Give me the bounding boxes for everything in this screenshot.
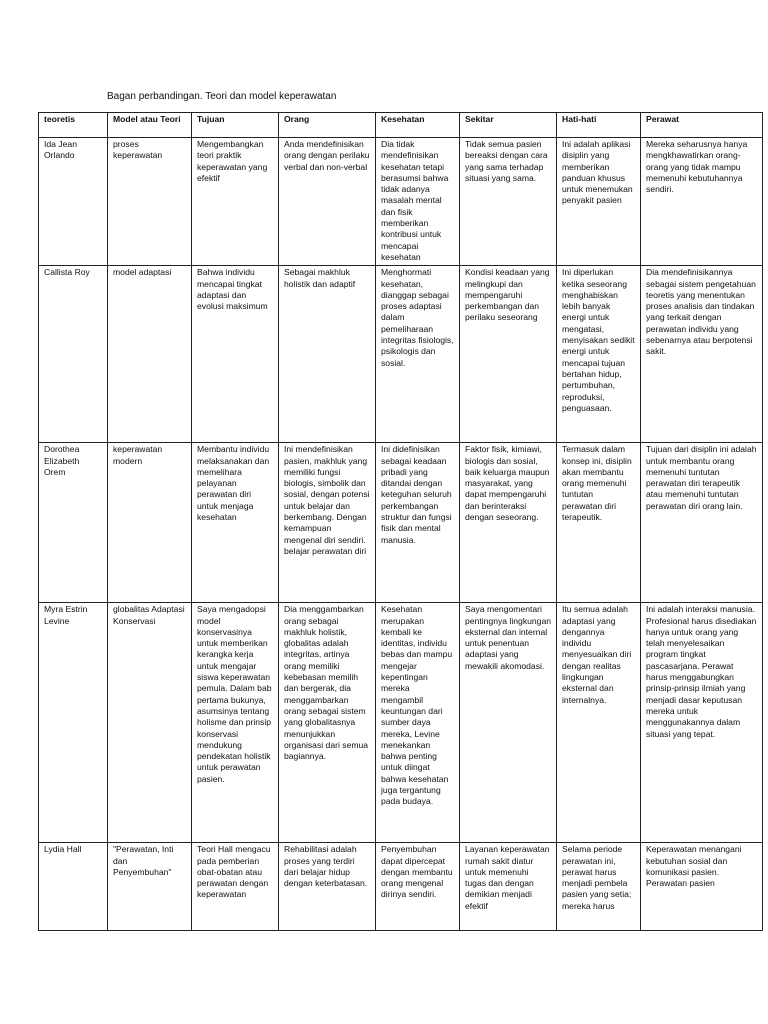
cell-care: Ini adalah aplikasi disiplin yang memberikan panduan khusus untuk menemukan penyakit pasien (557, 138, 641, 266)
cell-health: Menghormati kesehatan, dianggap sebagai proses adaptasi dalam pemeliharaan integritas fisiologis, psikologis dan sosial. (376, 266, 460, 443)
cell-care: Itu semua adalah adaptasi yang dengannya individu menyesuaikan diri dengan realitas lingkungan eksternal dan internalnya. (557, 603, 641, 843)
table-row (39, 843, 763, 931)
header-health: Kesehatan (376, 113, 460, 138)
cell-environment: Faktor fisik, kimiawi, biologis dan sosial, baik keluarga maupun masyarakat, yang dapat mempengaruhi dan berinteraksi dengan seseorang. (460, 443, 557, 603)
cell-theorist: Callista Roy (39, 266, 108, 443)
cell-theorist: Dorothea Elizabeth Orem (39, 443, 108, 603)
header-model: Model atau Teori (108, 113, 192, 138)
header-care: Hati-hati (557, 113, 641, 138)
cell-person: Dia menggambarkan orang sebagai makhluk holistik, globalitas adalah integritas, artinya orang memiliki kebebasan memilih dan bergerak, dia menggambarkan orang sebagai sistem yang globalitasnya menunjukkan organisasi dari semua bagiannya. (279, 603, 376, 843)
table-header-row (39, 113, 763, 138)
cell-model: globalitas Adaptasi Konservasi (108, 603, 192, 843)
header-nurse: Perawat (641, 113, 763, 138)
header-goal: Tujuan (192, 113, 279, 138)
cell-health: Ini didefinisikan sebagai keadaan pribadi yang ditandai dengan keteguhan seluruh perkembangan struktur dan fungsi fisik dan mental manusia. (376, 443, 460, 603)
cell-theorist: Myra Estrin Levine (39, 603, 108, 843)
cell-nurse: Mereka seharusnya hanya mengkhawatirkan orang-orang yang tidak mampu memenuhi kebutuhannya sendiri. (641, 138, 763, 266)
cell-person: Rehabilitasi adalah proses yang terdiri dari belajar hidup dengan keterbatasan. (279, 843, 376, 931)
cell-goal: Bahwa individu mencapai tingkat adaptasi dan evolusi maksimum (192, 266, 279, 443)
cell-model: model adaptasi (108, 266, 192, 443)
cell-care: Ini diperlukan ketika seseorang menghabiskan lebih banyak energi untuk mengatasi, menyisakan sedikit energi untuk mencapai tujuan bertahan hidup, pertumbuhan, reproduksi, penguasaan. (557, 266, 641, 443)
comparison-table (38, 112, 763, 931)
table-row (39, 138, 763, 266)
table-row (39, 266, 763, 443)
cell-goal: Mengembangkan teori praktik keperawatan yang efektif (192, 138, 279, 266)
cell-nurse: Keperawatan menangani kebutuhan sosial dan komunikasi pasien. Perawatan pasien (641, 843, 763, 931)
cell-health: Penyembuhan dapat dipercepat dengan membantu orang mengenal dirinya sendiri. (376, 843, 460, 931)
cell-environment: Kondisi keadaan yang melingkupi dan mempengaruhi perkembangan dan perilaku seseorang (460, 266, 557, 443)
cell-care: Termasuk dalam konsep ini, disiplin akan membantu orang memenuhi tuntutan perawatan diri terapeutik. (557, 443, 641, 603)
cell-environment: Saya mengomentari pentingnya lingkungan eksternal dan internal untuk penentuan adaptasi yang mewakili akomodasi. (460, 603, 557, 843)
cell-goal: Membantu individu melaksanakan dan memelihara pelayanan perawatan diri untuk menjaga kesehatan (192, 443, 279, 603)
cell-theorist: Lydia Hall (39, 843, 108, 931)
document-title: Bagan perbandingan. Teori dan model keperawatan (107, 91, 337, 102)
cell-person: Anda mendefinisikan orang dengan perilaku verbal dan non-verbal (279, 138, 376, 266)
cell-nurse: Tujuan dari disiplin ini adalah untuk membantu orang memenuhi tuntutan perawatan diri terapeutik atau memenuhi tuntutan perawatan diri orang lain. (641, 443, 763, 603)
cell-care: Selama periode perawatan ini, perawat harus menjadi pembela pasien yang setia; mereka harus (557, 843, 641, 931)
header-theorist: teoretis (39, 113, 108, 138)
cell-model: proses keperawatan (108, 138, 192, 266)
cell-theorist: Ida Jean Orlando (39, 138, 108, 266)
cell-environment: Layanan keperawatan rumah sakit diatur untuk memenuhi tugas dan dengan demikian menjadi efektif (460, 843, 557, 931)
header-person: Orang (279, 113, 376, 138)
cell-health: Dia tidak mendefinisikan kesehatan tetapi berasumsi bahwa tidak adanya masalah mental dan fisik memberikan kontribusi untuk mencapai kesehatan (376, 138, 460, 266)
cell-model: keperawatan modern (108, 443, 192, 603)
cell-health: Kesehatan merupakan kembali ke identitas, individu bebas dan mampu mengejar kepentingan mereka mengambil keuntungan dari sumber daya mereka, Levine menekankan bahwa penting untuk diingat bahwa kesehatan juga tergantung pada budaya. (376, 603, 460, 843)
cell-person: Ini mendefinisikan pasien, makhluk yang memiliki fungsi biologis, simbolik dan sosial, dengan potensi untuk belajar dan berkembang. Dengan kemampuan mengenal diri sendiri. belajar perawatan diri (279, 443, 376, 603)
cell-goal: Saya mengadopsi model konservasinya untuk memberikan kerangka kerja untuk mengajar siswa keperawatan pemula. Dalam bab pertama bukunya, asumsinya tentang holisme dan prinsip konservasi mendukung pendekatan holistik untuk perawatan pasien. (192, 603, 279, 843)
cell-model: "Perawatan, Inti dan Penyembuhan" (108, 843, 192, 931)
table-row (39, 603, 763, 843)
cell-nurse: Dia mendefinisikannya sebagai sistem pengetahuan teoretis yang menentukan proses analisis dan tindakan yang terkait dengan perawatan individu yang sebenarnya atau berpotensi sakit. (641, 266, 763, 443)
cell-goal: Teori Hall mengacu pada pemberian obat-obatan atau perawatan dengan keperawatan (192, 843, 279, 931)
table-row (39, 443, 763, 603)
cell-person: Sebagai makhluk holistik dan adaptif (279, 266, 376, 443)
cell-environment: Tidak semua pasien bereaksi dengan cara yang sama terhadap situasi yang sama. (460, 138, 557, 266)
header-environment: Sekitar (460, 113, 557, 138)
cell-nurse: Ini adalah interaksi manusia. Profesional harus disediakan hanya untuk orang yang telah menyelesaikan program tingkat pascasarjana. Perawat harus menggabungkan prinsip-prinsip ilmiah yang menjadi dasar keputusan mereka untuk menggunakannya dalam situasi yang tepat. (641, 603, 763, 843)
